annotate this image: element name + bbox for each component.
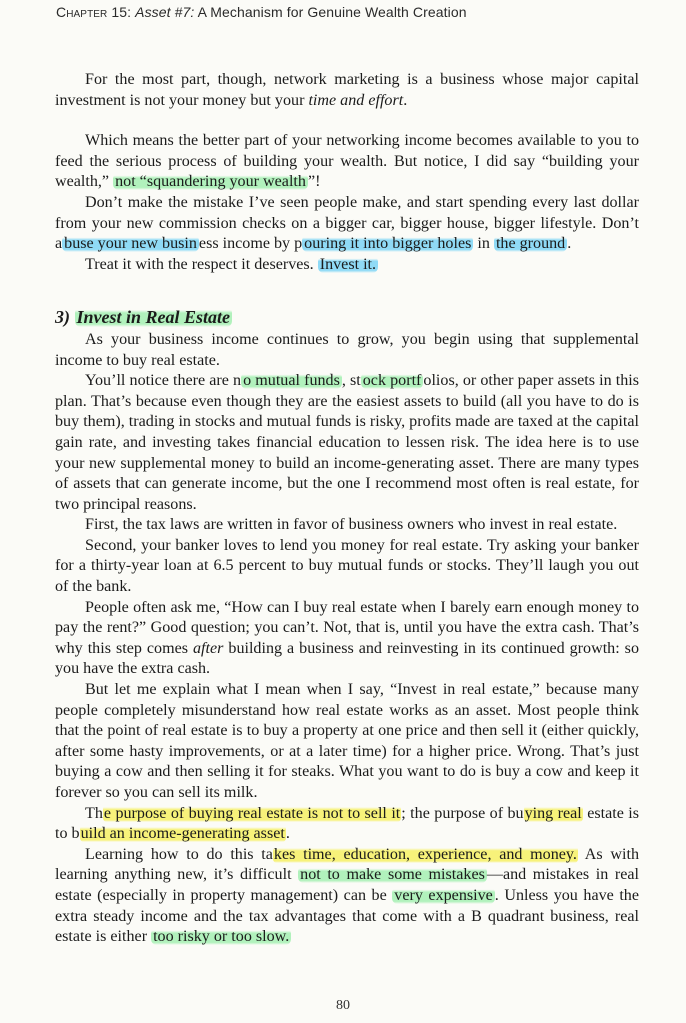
- paragraph-11: The purpose of buying real estate is not to sell it; the purpose of buying real estate is to build an income-generating asset.: [55, 804, 639, 843]
- highlight-green: very expensive: [394, 886, 493, 904]
- paragraph-3: Don’t make the mistake I’ve seen people make, and start spending every last dollar from your new commission checks on a bigger car, bigger house, bigger lifestyle. Don’t a buse your new busin ess income by p ouring it into bigger holes in the ground .: [55, 193, 639, 253]
- highlight-blue: Invest it.: [319, 255, 377, 273]
- paragraph-4: Treat it with the respect it deserves. Invest it.: [85, 255, 377, 273]
- paragraph-1: For the most part, though, network marketing is a business whose major capital investment is not your money but your time and effort.: [55, 71, 639, 109]
- paragraph-12: Learning how to do this takes time, education, experience, and money. As with learning anything new, it’s difficult not to make some mistakes —and mistakes in real estate (especially in property management) can be very expensive . Unless you have the extra steady income and the tax advantages that come with a B quadrant business, real estate is either too risky or too slow.: [55, 845, 640, 946]
- chapter-title: A Mechanism for Genuine Wealth Creation: [197, 4, 467, 20]
- page-body: [55, 70, 639, 948]
- paragraph-5: As your business income continues to grow, you begin using that supplemental income to buy real estate.: [55, 330, 639, 369]
- highlight-blue: ouring it into bigger holes: [304, 235, 472, 253]
- paragraph-7: First, the tax laws are written in favor of business owners who invest in real estate.: [85, 516, 618, 534]
- asset-label: Asset #7:: [135, 4, 195, 20]
- running-header: [56, 4, 467, 20]
- paragraph-9: People often ask me, “How can I buy real estate when I barely earn enough money to pay the rent?” Good question; you can’t. Not, that is, until you have the extra cash. That’s why this step comes after building a business and reinvesting in its continued growth: so you have the extra cash.: [55, 598, 639, 678]
- highlight-green: Invest in Real Estate: [76, 307, 231, 328]
- highlight-yellow: uild an income-generating asset: [80, 825, 285, 843]
- paragraph-6: You’ll notice there are n o mutual funds , st ock portf olios, or other paper assets in this plan. That’s because even though they are the easiest assets to build (all you have to do is buy them), trading in stocks and mutual funds is risky, profits made are taxed at the capital gain rate, and investing takes financial education to lessen risk. The idea here is to use your new supplemental money to build an income-generating asset. There are many types of assets that can generate income, but the one I recommend most often is real estate, for two principal reasons.: [55, 372, 640, 513]
- highlight-yellow: ying real: [524, 804, 582, 822]
- highlight-blue: the ground: [495, 235, 566, 253]
- highlight-green: ock portf: [362, 372, 422, 390]
- paragraph-2: Which means the better part of your networking income becomes available to you to feed the serious process of building your wealth. But notice, I did say “building your wealth,” not “squandering your wealth ”!: [55, 132, 639, 191]
- highlight-green: not to make some mistakes: [300, 866, 485, 884]
- paragraph-10: But let me explain what I mean when I say, “Invest in real estate,” because many people completely misunderstand how real estate works as an asset. Most people think that the point of real estate is to buy a property at one price and then sell it (either quickly, after some hasty improvements, or at a later time) for a higher price. Wrong. That’s just buying a cow and then selling it for steaks. What you want to do is buy a cow and keep it forever so you can sell its milk.: [55, 681, 639, 801]
- chapter-label: Chapter 15:: [56, 4, 132, 20]
- paragraph-8: Second, your banker loves to lend you money for real estate. Try asking your banker for a thirty-year loan at 6.5 percent to buy mutual funds or stocks. They’ll laugh you out of the bank.: [55, 536, 639, 596]
- highlight-yellow: kes time, education, experience, and money.: [273, 845, 577, 863]
- highlight-yellow: e purpose of buying real estate is not to sell it: [103, 804, 401, 822]
- highlight-green: o mutual funds: [243, 372, 340, 390]
- highlight-blue: buse your new busin: [64, 235, 197, 253]
- section-heading: 3) Invest in Real Estate: [55, 307, 231, 328]
- highlight-green: not “squandering your wealth: [115, 173, 306, 191]
- page-number: 80: [336, 998, 350, 1013]
- highlight-green: too risky or too slow.: [153, 928, 290, 946]
